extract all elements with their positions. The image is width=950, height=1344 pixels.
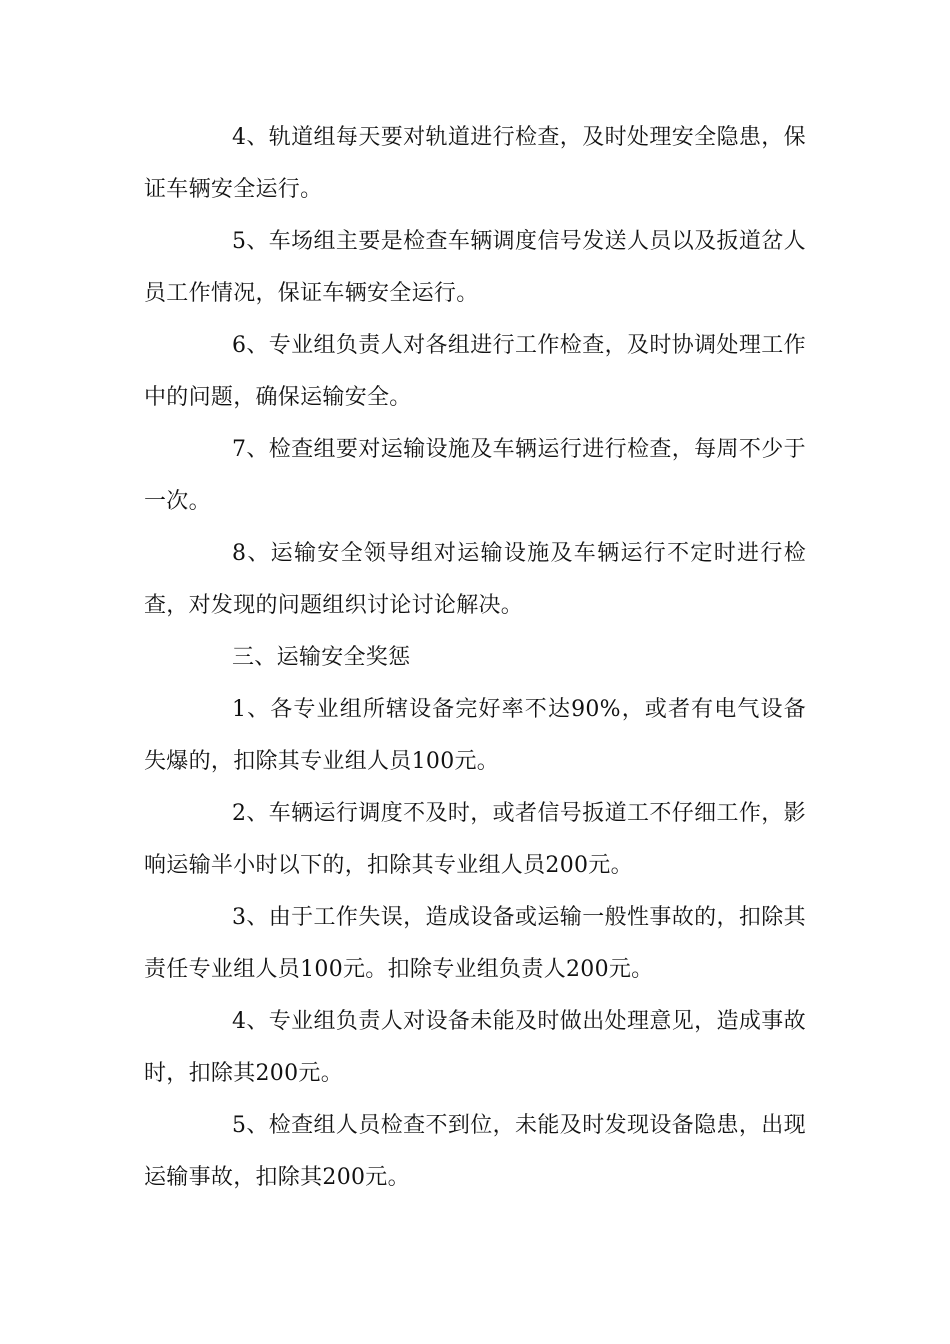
paragraph-penalty-5: 5、检查组人员检查不到位，未能及时发现设备隐患，出现运输事故，扣除其200元。 — [144, 1113, 806, 1190]
paragraph-penalty-1: 1、各专业组所辖设备完好率不达90%，或者有电气设备失爆的，扣除其专业组人员100元。 — [144, 697, 806, 774]
paragraph-penalty-2: 2、车辆运行调度不及时，或者信号扳道工不仔细工作，影响运输半小时以下的，扣除其专业组人员200元。 — [144, 801, 806, 878]
paragraph-rule-5-yard: 5、车场组主要是检查车辆调度信号发送人员以及扳道岔人员工作情况，保证车辆安全运行。 — [144, 229, 806, 306]
paragraph-penalty-4: 4、专业组负责人对设备未能及时做出处理意见，造成事故时，扣除其200元。 — [144, 1009, 806, 1086]
paragraph-rule-4-track: 4、轨道组每天要对轨道进行检查，及时处理安全隐患，保证车辆安全运行。 — [144, 125, 806, 202]
paragraph-rule-7-inspection: 7、检查组要对运输设施及车辆运行进行检查，每周不少于一次。 — [144, 437, 806, 514]
paragraph-penalty-3: 3、由于工作失误，造成设备或运输一般性事故的，扣除其责任专业组人员100元。扣除专业组负责人200元。 — [144, 905, 806, 982]
section-heading-rewards-penalties: 三、运输安全奖惩 — [232, 645, 411, 670]
paragraph-rule-6-lead: 6、专业组负责人对各组进行工作检查，及时协调处理工作中的问题，确保运输安全。 — [144, 333, 806, 410]
paragraph-rule-8-leadership: 8、运输安全领导组对运输设施及车辆运行不定时进行检查，对发现的问题组织讨论讨论解决。 — [144, 541, 806, 618]
document-body — [144, 112, 806, 1204]
